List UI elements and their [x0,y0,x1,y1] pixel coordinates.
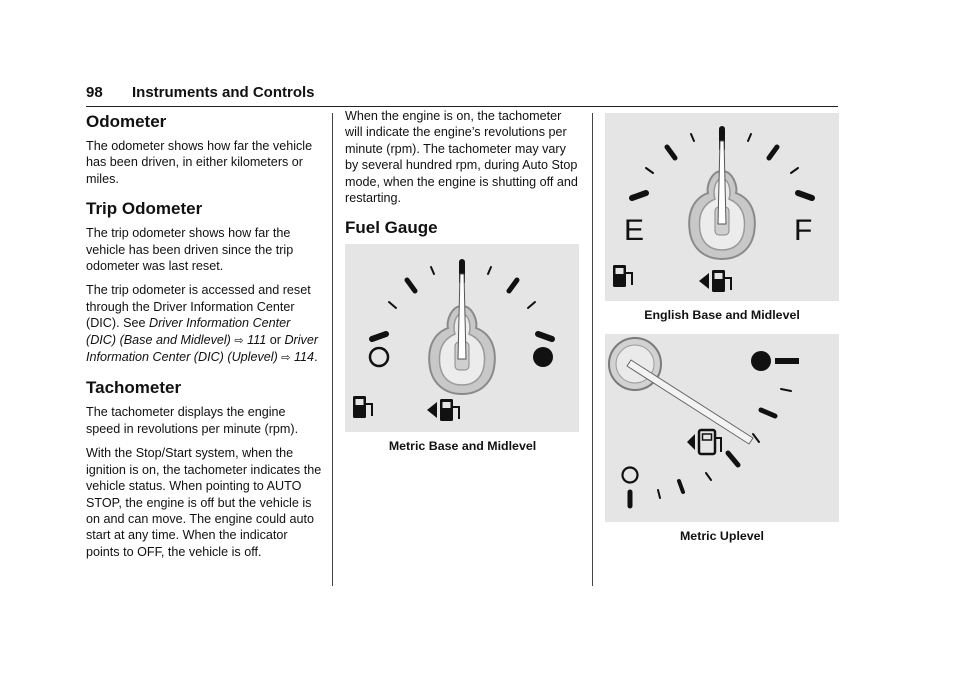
full-label: F [794,214,813,247]
trip-odometer-heading: Trip Odometer [86,199,203,219]
or-word: or [269,332,281,347]
fuel-gauge-heading: Fuel Gauge [345,218,438,238]
trip-odometer-lead: The trip odometer is accessed and reset through the Driver Information Center (DIC). See [86,283,311,331]
column-divider-right [592,113,593,586]
fuel-gauge-metric-uplevel-figure [605,334,839,522]
figure-caption-metric-base: Metric Base and Midlevel [388,439,537,454]
column-1 [86,108,322,568]
trip-odometer-text-1: The trip odometer shows how far the vehicle has been driven since the trip odometer was last reset. [86,226,294,274]
column-3 [605,108,839,545]
dic-base-link[interactable]: Driver Information Center (DIC) (Base and Midlevel) [86,316,291,347]
page-number: 98 [86,84,103,101]
fuel-gauge-english-base-figure [605,113,839,301]
section-title: Instruments and Controls [132,84,315,101]
page-header [86,84,838,107]
dic-base-page[interactable]: 111 [247,332,267,347]
figure-caption-english-base: English Base and Midlevel [644,308,800,322]
tachometer-heading: Tachometer [86,378,182,398]
dic-uplevel-page[interactable]: 114 [293,350,315,365]
odometer-text: The odometer shows how far the vehicle has been driven, in either kilometers or miles. [86,139,313,186]
tachometer-text-1: The tachometer displays the engine speed in revolutions per minute (rpm). [86,405,299,436]
tachometer-text-2: With the Stop/Start system, when the ignition is on, the tachometer indicates the vehicle status. When pointing to AUTO STOP, the engine is off but the vehicle is on and can move. The engine could auto start at any time. When the indicator points to OFF, the vehicle is off. [86,446,322,559]
figure-caption-metric-uplevel: Metric Uplevel [679,529,764,544]
page-ref-arrow-icon: ⇨ [281,352,291,365]
dic-uplevel-link[interactable]: Driver Information Center (DIC) (Uplevel) [86,332,319,365]
trip-odometer-text-2: The trip odometer is accessed and reset through the Driver Information Center (DIC). See Driver Information Center (DIC) (Base and Midlevel) ⇨ 111 or Driver Information Center (DIC) (Uplevel) ⇨ 114. [86,283,319,365]
odometer-heading: Odometer [86,112,167,131]
empty-label: E [624,214,645,247]
page-ref-arrow-icon: ⇨ [234,334,244,347]
tachometer-text-3: When the engine is on, the tachometer will indicate the engine’s revolutions per minute (rpm). The tachometer may vary by several hundred rpm, during Auto Stop mode, when the engine is shutting off and restarting. [345,109,578,206]
fuel-gauge-metric-base-figure [345,244,579,432]
column-2 [345,108,580,455]
column-divider-left [332,113,333,586]
